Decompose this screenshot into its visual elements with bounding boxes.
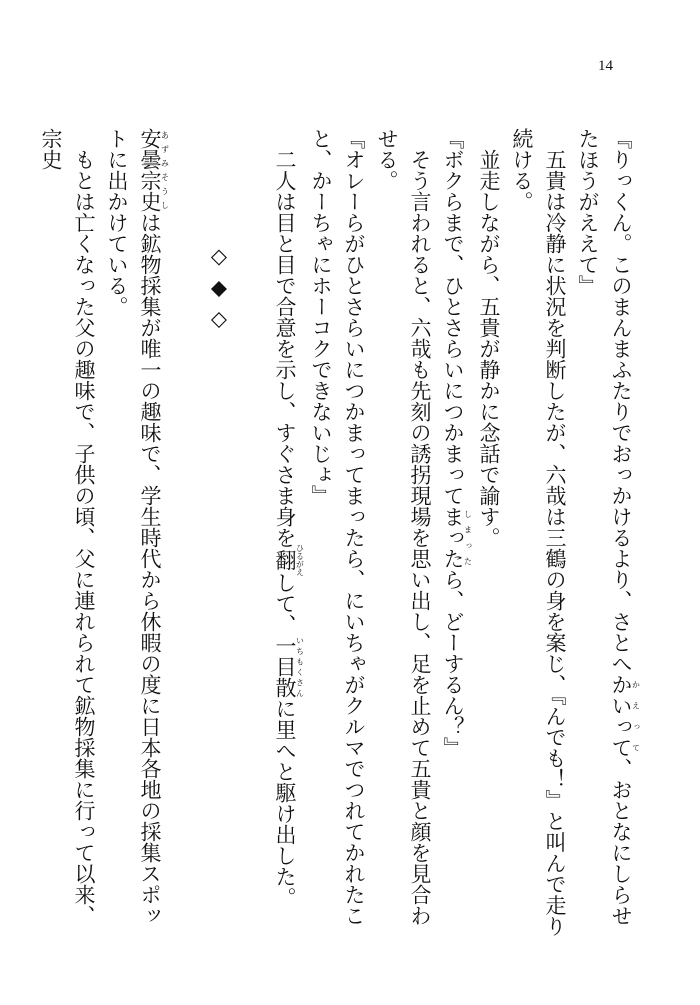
ruby-annotated-word <box>138 128 170 212</box>
text-run: そう言われると、六哉も先刻の誘拐現場を思い出し、足を止めて五貴と顔を見合わせる。 <box>375 128 432 926</box>
ruby-reading: しまった <box>463 506 473 569</box>
text-run: は鉱物採集が唯一の趣味で、学生時代から休暇の度に日本各地の採集スポットに出かけている。 <box>105 128 162 926</box>
narrative-paragraph <box>100 128 169 938</box>
text-run: ら、どーするん？』 <box>441 569 465 758</box>
page-number: 14 <box>598 58 613 74</box>
ruby-reading: ひるがえ <box>295 544 305 576</box>
narrative-paragraph <box>472 128 505 938</box>
dialogue-paragraph <box>571 128 640 938</box>
ruby-base: 翻 <box>273 544 297 576</box>
dialogue-paragraph <box>304 128 370 938</box>
blank-line <box>169 128 202 938</box>
text-run: 五貴は冷静に状況を判断したが、六哉は三鶴の身を案じ、『んでも！』と叫んで走り続ける。 <box>510 128 567 937</box>
dialogue-paragraph <box>436 128 472 938</box>
ruby-base: かいって <box>609 674 633 758</box>
ruby-annotated-word <box>609 674 641 758</box>
text-run: して、 <box>273 572 297 635</box>
section-break-diamonds <box>202 128 235 938</box>
text-run: もとは亡くなった父の趣味で、子供の頃、父に連れられて鉱物採集に行って以来、宗史 <box>39 128 96 926</box>
ruby-base: 安曇宗史 <box>138 128 162 212</box>
ruby-reading: かえって <box>631 674 641 758</box>
narrative-paragraph <box>268 128 304 938</box>
ruby-annotated-word <box>273 544 305 576</box>
text-run: 並走しながら、五貴が静かに念話で諭す。 <box>477 149 501 548</box>
text-run: 『オレーらがひとさらいにつかまってまったら、にいちゃがクルマでつれてかれたこと、かーちゃにホーコクできないじょ』 <box>309 128 366 926</box>
blank-line <box>235 128 268 938</box>
ruby-annotated-word <box>441 506 473 569</box>
ruby-base: まった <box>441 506 465 569</box>
text-run: 『ボクらまで、ひとさらいにつかまって <box>441 128 465 506</box>
text-run: に里へと駆け出した。 <box>273 698 297 908</box>
ruby-reading: いちもくさん <box>295 635 305 698</box>
text-run: 、おとなにしらせたほうがええて』 <box>576 128 633 926</box>
ruby-reading: あずみそうし <box>160 128 170 212</box>
narrative-paragraph <box>34 128 100 938</box>
ruby-annotated-word <box>273 635 305 698</box>
text-run: 二人は目と目で合意を示し、すぐさま身を <box>273 149 297 548</box>
narrative-paragraph <box>370 128 436 938</box>
vertical-text-body <box>34 128 640 938</box>
text-run: ◇◆◇ <box>207 243 231 338</box>
ruby-base: 一目散 <box>273 635 297 698</box>
narrative-paragraph <box>505 128 571 938</box>
text-run: 『りっくん。このまんまふたりでおっかけるより、さとへ <box>609 128 633 674</box>
